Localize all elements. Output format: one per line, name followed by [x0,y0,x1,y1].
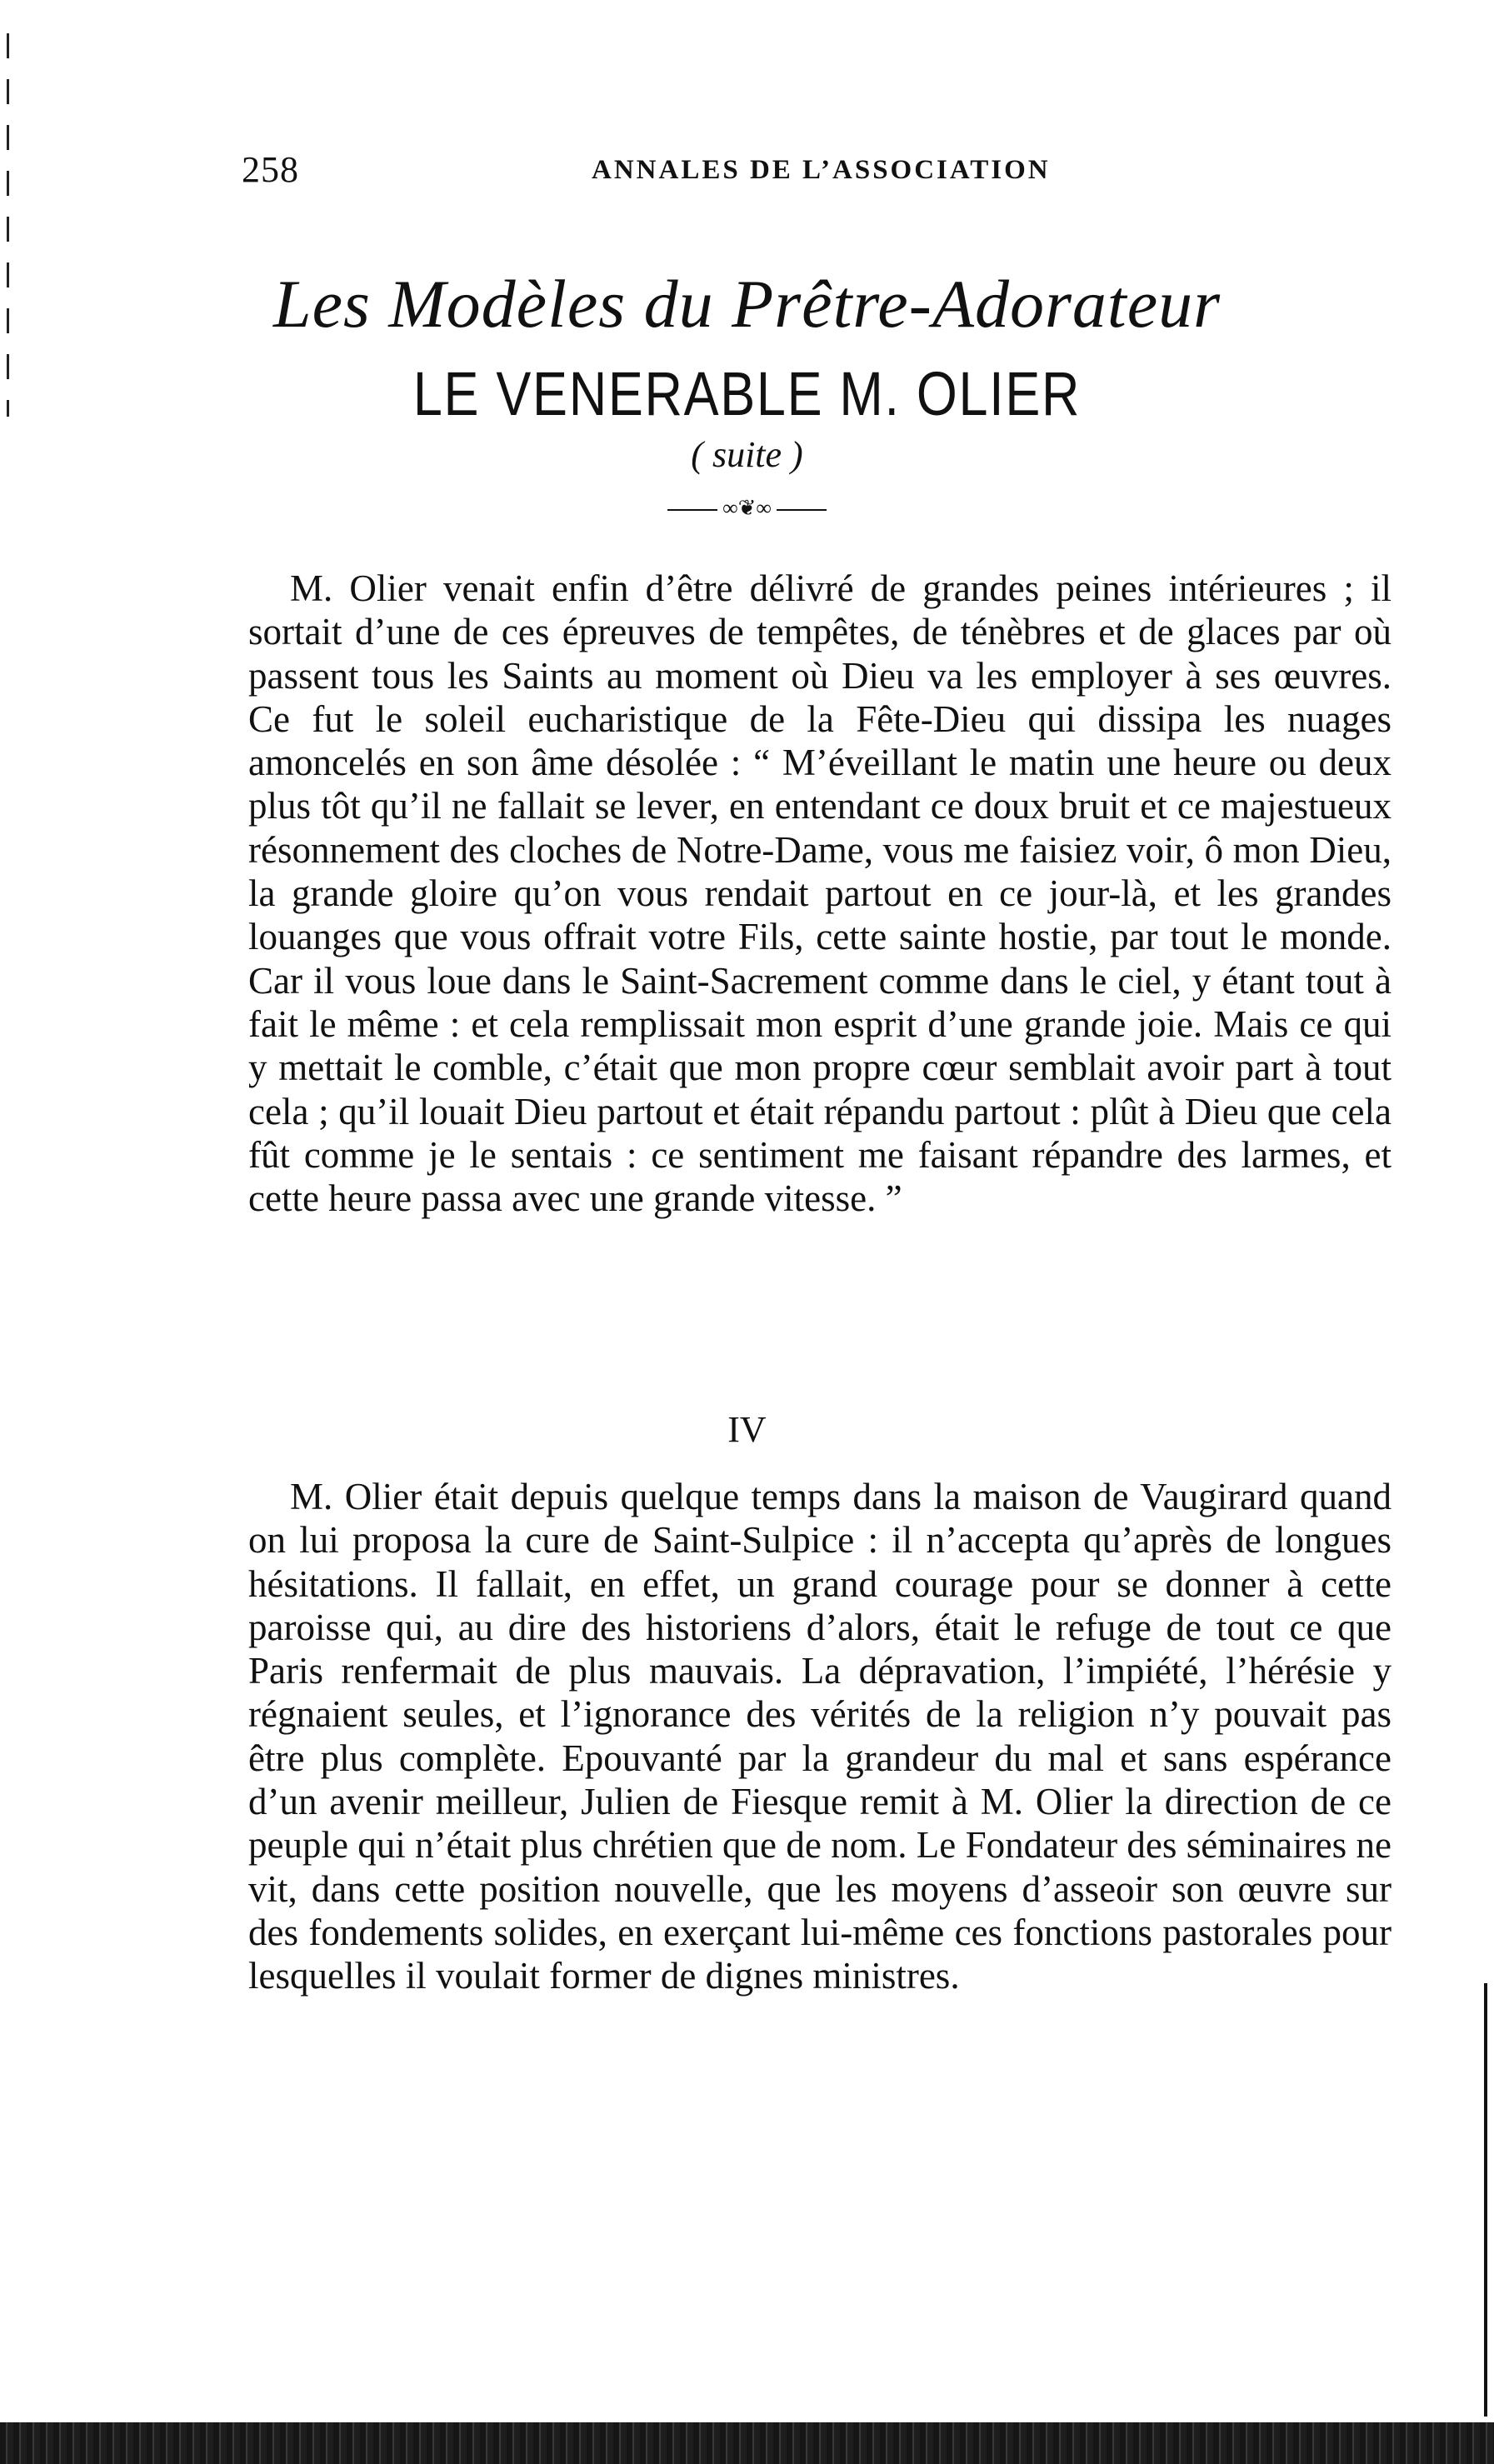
ornament-rule-right [777,509,827,511]
article-title: LE VENERABLE M. OLIER [412,359,1082,428]
body-paragraph-1 [248,567,1392,1220]
paragraph-text: M. Olier était depuis quelque temps dans la maison de Vaugirard quand on lui proposa la cure de Saint-Sulpice : il n’accepta qu’après de longues hésitations. Il fallait, en effet, un grand courage pour se donner à cette paroisse qui, au dire des historiens d’alors, était le refuge de tout ce que Paris renfermait de plus mauvais. La dépravation, l’impiété, l’hérésie y régnaient seules, et l’ignorance des vérités de la religion n’y pouvait pas être plus complète. Epouvanté par la grandeur du mal et sans espérance d’un avenir meilleur, Julien de Fiesque remit à M. Olier la direction de ce peuple qui n’était plus chrétien que de nom. Le Fondateur des séminaires ne vit, dans cette position nouvelle, que les moyens d’asseoir son œuvre sur des fondements solides, en exerçant lui-même ces fonctions pastorales pour lesquelles il voulait former de dignes ministres. [248,1476,1392,1997]
running-title: ANNALES DE L’ASSOCIATION [592,155,1051,185]
article-subtitle: ( suite ) [691,434,803,475]
section-number: IV [727,1409,767,1450]
scan-bottom-band [0,2422,1494,2464]
body-paragraph-2 [248,1475,1392,1998]
running-head [242,148,1125,198]
ornament-rule-left [667,509,717,511]
page-number: 258 [242,149,299,190]
ornament-glyph: ∞❦∞ [722,496,772,520]
ornament-divider [0,496,1494,521]
page-edge-mark [7,33,9,417]
paragraph-text: M. Olier venait enfin d’être délivré de grandes peines intérieures ; il sortait d’une de ces épreuves de tempêtes, de ténèbres et de glaces par où passent tous les Saints au moment où Dieu va les employer à ses œuvres. Ce fut le soleil eucharistique de la Fête-Dieu qui dissipa les nuages amoncelés en son âme désolée : “ M’éveillant le matin une heure ou deux plus tôt qu’il ne fallait se lever, en entendant ce doux bruit et ce majestueux résonnement des cloches de Notre-Dame, vous me faisiez voir, ô mon Dieu, la grande gloire qu’on vous rendait partout en ce jour-là, et les grandes louanges que vous offrait votre Fils, cette sainte hostie, par tout le monde. Car il vous loue dans le Saint-Sacrement comme dans le ciel, y étant tout à fait le même : et cela remplissait mon esprit d’une grande joie. Mais ce qui y mettait le comble, c’était que mon propre cœur semblait avoir part à tout cela ; qu’il louait Dieu partout et était répandu partout : plût à Dieu que cela fût comme je le sentais : ce sentiment me faisant répandre des larmes, et cette heure passa avec une grande vitesse. ” [248,567,1392,1220]
series-title: Les Modèles du Prêtre-Adorateur [272,266,1222,342]
page-edge-mark [1484,1983,1487,2417]
